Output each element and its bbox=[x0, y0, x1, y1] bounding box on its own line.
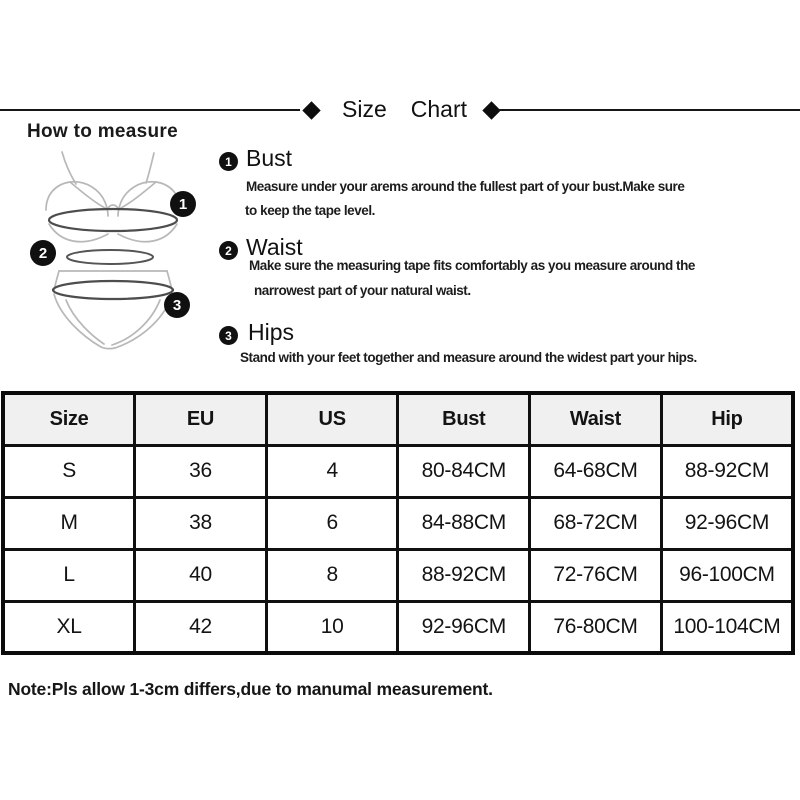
header-rule-right bbox=[498, 109, 800, 111]
cell-m-waist: 68-72CM bbox=[530, 497, 662, 549]
measurement-note: Note:Pls allow 1-3cm differs,due to manumal measurement. bbox=[8, 679, 493, 699]
cell-l-size: L bbox=[3, 549, 135, 601]
col-header-waist: Waist bbox=[530, 393, 662, 445]
cell-s-size: S bbox=[3, 445, 135, 497]
waist-measure-ellipse bbox=[67, 250, 153, 264]
col-header-bust: Bust bbox=[398, 393, 530, 445]
section-bust-line1: Measure under your arems around the fullest part of your bust.Make sure bbox=[246, 179, 685, 194]
cell-xl-us: 10 bbox=[266, 601, 398, 653]
col-header-hip: Hip bbox=[661, 393, 793, 445]
diamond-icon-left bbox=[302, 101, 320, 119]
table-row-xl bbox=[3, 601, 793, 653]
how-to-measure-heading: How to measure bbox=[27, 121, 178, 142]
figure-badge-3: 3 bbox=[164, 292, 190, 318]
cell-s-eu: 36 bbox=[135, 445, 267, 497]
section-bust-line2: to keep the tape level. bbox=[245, 203, 375, 218]
section-title-bust: Bust bbox=[246, 145, 293, 171]
section-badge-bust: 1 bbox=[219, 152, 238, 171]
cell-xl-size: XL bbox=[3, 601, 135, 653]
col-header-eu: EU bbox=[135, 393, 267, 445]
section-waist-line1: Make sure the measuring tape fits comfortably as you measure around the bbox=[249, 258, 695, 273]
bust-measure-ellipse bbox=[49, 209, 177, 231]
table-row-s bbox=[3, 445, 793, 497]
col-header-size: Size bbox=[3, 393, 135, 445]
table-row-l bbox=[3, 549, 793, 601]
size-table-header-row bbox=[3, 393, 793, 445]
cell-s-waist: 64-68CM bbox=[530, 445, 662, 497]
cell-l-waist: 72-76CM bbox=[530, 549, 662, 601]
section-hips-line1: Stand with your feet together and measure around the widest part your hips. bbox=[240, 350, 697, 365]
cell-m-bust: 84-88CM bbox=[398, 497, 530, 549]
cell-s-hip: 88-92CM bbox=[661, 445, 793, 497]
cell-s-us: 4 bbox=[266, 445, 398, 497]
cell-xl-eu: 42 bbox=[135, 601, 267, 653]
cell-xl-waist: 76-80CM bbox=[530, 601, 662, 653]
figure-badge-2: 2 bbox=[30, 240, 56, 266]
cell-m-size: M bbox=[3, 497, 135, 549]
cell-s-bust: 80-84CM bbox=[398, 445, 530, 497]
cell-m-us: 6 bbox=[266, 497, 398, 549]
cell-l-eu: 40 bbox=[135, 549, 267, 601]
table-row-m bbox=[3, 497, 793, 549]
cell-l-us: 8 bbox=[266, 549, 398, 601]
hip-measure-ellipse bbox=[53, 281, 173, 299]
cell-l-hip: 96-100CM bbox=[661, 549, 793, 601]
cell-m-eu: 38 bbox=[135, 497, 267, 549]
section-title-waist: Waist bbox=[246, 234, 303, 260]
page-title-word-1: Size bbox=[342, 96, 387, 122]
cell-m-hip: 92-96CM bbox=[661, 497, 793, 549]
header-rule-left bbox=[0, 109, 300, 111]
section-title-hips: Hips bbox=[248, 319, 295, 345]
cell-xl-hip: 100-104CM bbox=[661, 601, 793, 653]
section-badge-waist: 2 bbox=[219, 241, 238, 260]
page-title-word-2: Chart bbox=[410, 96, 467, 122]
col-header-us: US bbox=[266, 393, 398, 445]
section-waist-line2: narrowest part of your natural waist. bbox=[254, 283, 471, 298]
section-badge-hips: 3 bbox=[219, 326, 238, 345]
figure-badge-1: 1 bbox=[170, 191, 196, 217]
page-title bbox=[342, 96, 467, 123]
cell-xl-bust: 92-96CM bbox=[398, 601, 530, 653]
size-table bbox=[1, 391, 795, 655]
cell-l-bust: 88-92CM bbox=[398, 549, 530, 601]
